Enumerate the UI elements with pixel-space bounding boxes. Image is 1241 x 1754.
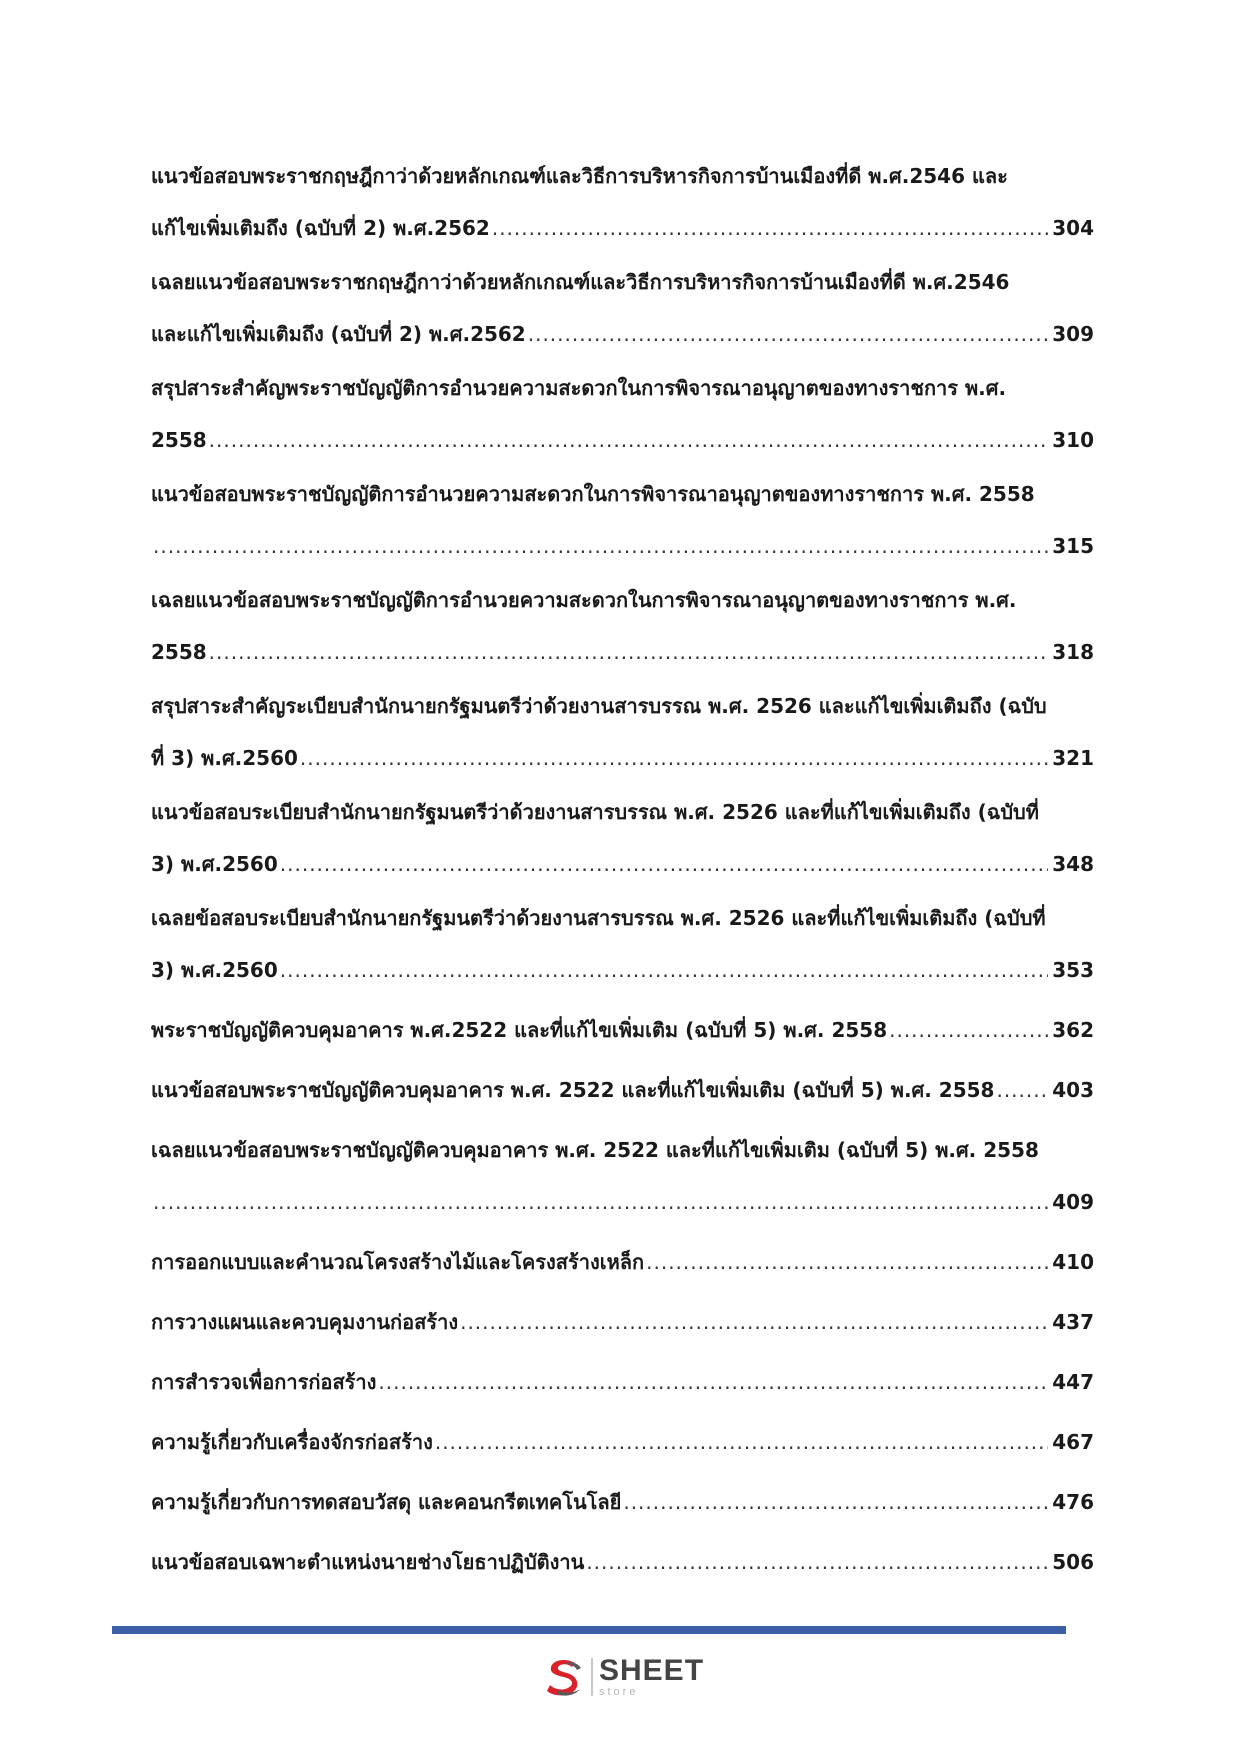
toc-entry-leader (151, 308, 1094, 360)
toc-entry[interactable] (151, 468, 1094, 572)
toc-entry-title: ความรู้เกี่ยวกับเครื่องจักรก่อสร้าง (151, 1430, 433, 1454)
toc-entry-title: การออกแบบและคำนวณโครงสร้างไม้และโครงสร้างเหล็ก (151, 1250, 645, 1274)
logo-wordmark (599, 1656, 704, 1698)
dot-leader (280, 944, 1048, 996)
dot-leader (586, 1536, 1048, 1588)
toc-page-number: 410 (1052, 1250, 1094, 1274)
toc-entry-leader (151, 1296, 1094, 1348)
toc-entry-title: สรุปสาระสำคัญพระราชบัญญัติการอำนวยความสะดวกในการพิจารณาอนุญาตของทางราชการ พ.ศ. (151, 376, 1007, 400)
dot-leader (209, 414, 1049, 466)
dot-leader (492, 202, 1048, 254)
toc-entry[interactable] (151, 786, 1094, 890)
toc-entry[interactable] (151, 1416, 1094, 1468)
toc-entry-title: เฉลยข้อสอบระเบียบสำนักนายกรัฐมนตรีว่าด้วยงานสารบรรณ พ.ศ. 2526 และที่แก้ไขเพิ่มเติมถึง (ฉบับที่ (151, 906, 1046, 930)
toc-page-number: 310 (1052, 428, 1094, 452)
toc-entry[interactable] (151, 1064, 1094, 1116)
toc-entry-leader (151, 1236, 1094, 1288)
toc-entry-title: เฉลยแนวข้อสอบพระราชบัญญัติควบคุมอาคาร พ.ศ. 2522 และที่แก้ไขเพิ่มเติม (ฉบับที่ 5) พ.ศ. 2558 (151, 1138, 1039, 1162)
toc-entry[interactable] (151, 362, 1094, 466)
toc-entry-title: ความรู้เกี่ยวกับการทดสอบวัสดุ และคอนกรีตเทคโนโลยี (151, 1490, 622, 1514)
toc-entry-title-cont: แก้ไขเพิ่มเติมถึง (ฉบับที่ 2) พ.ศ.2562 (151, 216, 490, 240)
sheet-store-logo (541, 1652, 711, 1702)
toc-entry-title-cont: 3) พ.ศ.2560 (151, 852, 278, 876)
dot-leader (153, 1176, 1048, 1228)
toc-page-number: 321 (1052, 746, 1094, 770)
toc-entry-leader (151, 1176, 1094, 1228)
toc-entry[interactable] (151, 1296, 1094, 1348)
toc-entry-title: สรุปสาระสำคัญระเบียบสำนักนายกรัฐมนตรีว่าด้วยงานสารบรรณ พ.ศ. 2526 และแก้ไขเพิ่มเติมถึง (ฉบับ (151, 694, 1047, 718)
dot-leader (646, 1236, 1048, 1288)
toc-entry-leader (151, 1416, 1094, 1468)
toc-entry-leader (151, 202, 1094, 254)
toc-entry[interactable] (151, 1004, 1094, 1056)
toc-entry[interactable] (151, 1124, 1094, 1228)
toc-entry[interactable] (151, 680, 1094, 784)
toc-entry[interactable] (151, 150, 1094, 254)
toc-entry-title-cont: และแก้ไขเพิ่มเติมถึง (ฉบับที่ 2) พ.ศ.2562 (151, 322, 526, 346)
footer-rule (112, 1626, 1066, 1634)
toc-entry-leader (151, 838, 1094, 890)
toc-page-number: 403 (1052, 1078, 1094, 1102)
toc-entry[interactable] (151, 1476, 1094, 1528)
logo-subword: store (599, 1686, 639, 1698)
toc-page-number: 467 (1052, 1430, 1094, 1454)
toc-entry-title: พระราชบัญญัติควบคุมอาคาร พ.ศ.2522 และที่แก้ไขเพิ่มเติม (ฉบับที่ 5) พ.ศ. 2558 (151, 1018, 888, 1042)
toc-entry-title: แนวข้อสอบระเบียบสำนักนายกรัฐมนตรีว่าด้วยงานสารบรรณ พ.ศ. 2526 และที่แก้ไขเพิ่มเติมถึง (ฉบับที่ (151, 800, 1039, 824)
toc-page-number: 309 (1052, 322, 1094, 346)
dot-leader (889, 1004, 1048, 1056)
toc-page-number: 447 (1052, 1370, 1094, 1394)
toc-entry-title: การสำรวจเพื่อการก่อสร้าง (151, 1370, 377, 1394)
dot-leader (435, 1416, 1048, 1468)
toc-entry[interactable] (151, 256, 1094, 360)
toc-entry-leader (151, 1536, 1094, 1588)
dot-leader (996, 1064, 1048, 1116)
toc-entry-leader (151, 520, 1094, 572)
toc-entry-leader (151, 414, 1094, 466)
toc-entry-title-cont: 2558 (151, 428, 207, 452)
toc-entry-leader (151, 1004, 1094, 1056)
toc-entry-title: แนวข้อสอบพระราชกฤษฎีกาว่าด้วยหลักเกณฑ์และวิธีการบริหารกิจการบ้านเมืองที่ดี พ.ศ.2546 และ (151, 164, 1008, 188)
toc-entry[interactable] (151, 892, 1094, 996)
dot-leader (623, 1476, 1048, 1528)
dot-leader (280, 838, 1048, 890)
toc-entry-title: แนวข้อสอบพระราชบัญญัติการอำนวยความสะดวกในการพิจารณาอนุญาตของทางราชการ พ.ศ. 2558 (151, 482, 1035, 506)
toc-entry-title: เฉลยแนวข้อสอบพระราชกฤษฎีกาว่าด้วยหลักเกณฑ์และวิธีการบริหารกิจการบ้านเมืองที่ดี พ.ศ.2546 (151, 270, 1010, 294)
toc-entry-title: การวางแผนและควบคุมงานก่อสร้าง (151, 1310, 459, 1334)
toc-entry[interactable] (151, 1536, 1094, 1588)
toc-entry-title: เฉลยแนวข้อสอบพระราชบัญญัติการอำนวยความสะดวกในการพิจารณาอนุญาตของทางราชการ พ.ศ. (151, 588, 1017, 612)
toc-page-number: 476 (1052, 1490, 1094, 1514)
dot-leader (378, 1356, 1048, 1408)
toc-entry-title-cont: ที่ 3) พ.ศ.2560 (151, 746, 298, 770)
toc-entry-title-cont: 3) พ.ศ.2560 (151, 958, 278, 982)
dot-leader (209, 626, 1049, 678)
sheet-store-logo-icon (541, 1654, 587, 1700)
dot-leader (300, 732, 1048, 784)
toc-entry-leader (151, 1476, 1094, 1528)
table-of-contents (151, 150, 1094, 1588)
toc-entry-title: แนวข้อสอบพระราชบัญญัติควบคุมอาคาร พ.ศ. 2522 และที่แก้ไขเพิ่มเติม (ฉบับที่ 5) พ.ศ. 2558 (151, 1078, 995, 1102)
toc-entry-leader (151, 1064, 1094, 1116)
toc-entry-leader (151, 944, 1094, 996)
toc-entry-leader (151, 1356, 1094, 1408)
toc-page-number: 437 (1052, 1310, 1094, 1334)
toc-entry-title: แนวข้อสอบเฉพาะตำแหน่งนายช่างโยธาปฏิบัติงาน (151, 1550, 585, 1574)
toc-entry[interactable] (151, 1356, 1094, 1408)
toc-page-number: 362 (1052, 1018, 1094, 1042)
toc-page-number: 304 (1052, 216, 1094, 240)
dot-leader (528, 308, 1049, 360)
toc-entry[interactable] (151, 574, 1094, 678)
dot-leader (153, 520, 1048, 572)
logo-divider (591, 1658, 593, 1696)
toc-entry[interactable] (151, 1236, 1094, 1288)
toc-page-number: 348 (1052, 852, 1094, 876)
toc-page-number: 315 (1052, 534, 1094, 558)
toc-page-number: 506 (1052, 1550, 1094, 1574)
toc-page-number: 318 (1052, 640, 1094, 664)
toc-entry-leader (151, 626, 1094, 678)
toc-entry-title-cont: 2558 (151, 640, 207, 664)
toc-page-number: 353 (1052, 958, 1094, 982)
dot-leader (460, 1296, 1048, 1348)
toc-entry-leader (151, 732, 1094, 784)
toc-page-number: 409 (1052, 1190, 1094, 1214)
logo-word: SHEET (599, 1654, 705, 1687)
